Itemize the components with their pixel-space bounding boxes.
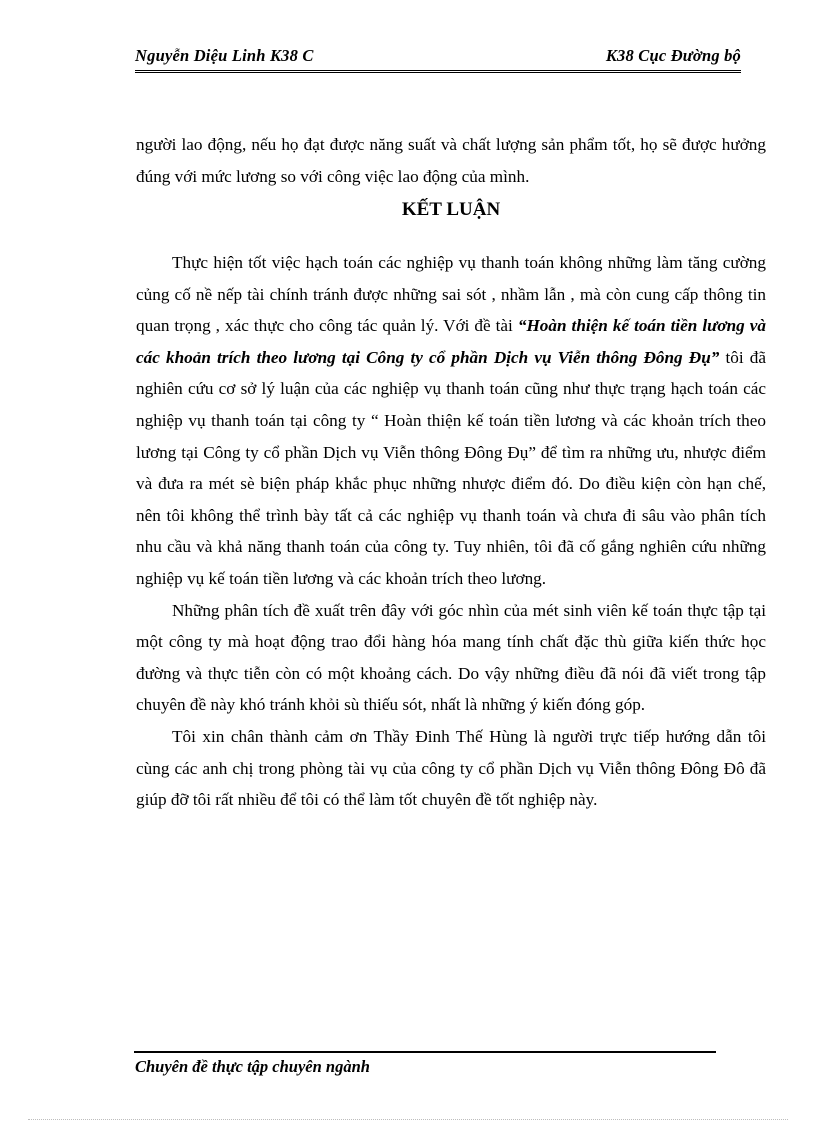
paragraph-1-after: tôi đã nghiên cứu cơ sở lý luận của các nghiệp vụ thanh toán cũng như thực trạng hạch toán các nghiệp vụ thanh toán tại công ty “ Hoàn thiện kế toán tiền lương và các khoản trích theo lương tại Công ty cổ phần Dịch vụ Viễn thông Đông Đụ” để tìm ra những ưu, nhược điểm và đưa ra mét sè biện pháp khắc phục những nhược điểm đó. Do điều kiện còn hạn chế, nên tôi không thể trình bày tất cả các nghiệp vụ thanh toán và chưa đi sâu vào phân tích nhu cầu và khả năng thanh toán của công ty. Tuy nhiên, tôi đã cố gắng nghiên cứu những nghiệp vụ kế toán tiền lương và các khoản trích theo lương. [136, 347, 766, 588]
paragraph-1-before: Thực hiện tốt việc hạch toán các nghiệp vụ thanh toán không những làm tăng cường củng cố nề nếp tài chính tránh được những sai sót , nhầm lẫn , mà còn cung cấp thông tin quan trọng , xác thực cho công tác quản lý. Với đề tài [136, 253, 766, 336]
header-author: Nguyễn Diệu Linh K38 C [135, 46, 314, 65]
paragraph-2: Những phân tích đề xuất trên đây với góc nhìn của mét sinh viên kế toán thực tập tại một công ty mà hoạt động trao đổi hàng hóa mang tính chất đặc thù giữa kiến thức học đường và thực tiễn còn có một khoảng cách. Do vậy những điều đã nói đã viết trong tập chuyên đề này khó tránh khỏi sù thiếu sót, nhất là những ý kiến đóng góp. [136, 600, 766, 715]
section-heading: KẾT LUẬN [401, 199, 501, 220]
page-bottom-border [28, 1119, 788, 1120]
page-footer: Chuyên đề thực tập chuyên ngành [135, 1057, 370, 1076]
paragraph-1 [136, 247, 766, 595]
header-class: K38 Cục Đường bộ [605, 46, 741, 65]
conclusion-body [136, 247, 766, 816]
continuation-text: người lao động, nếu họ đạt được năng suất và chất lượng sản phẩm tốt, họ sẽ được hưởng đúng với mức lương so với công việc lao động của mình. [136, 135, 766, 186]
thesis-title-emphasis: “Hoàn thiện kế toán tiền lương và các khoản trích theo lương tại Công ty cổ phần Dịch vụ Viễn thông Đông Đụ” [136, 316, 766, 367]
footer-rule [134, 1051, 716, 1053]
page-header [135, 44, 741, 73]
continuation-paragraph [136, 129, 766, 192]
paragraph-3: Tôi xin chân thành cảm ơn Thầy Đinh Thế Hùng là người trực tiếp hướng dẫn tôi cùng các anh chị trong phòng tài vụ của công ty cổ phần Dịch vụ Viễn thông Đông Đô đã giúp đỡ tôi rất nhiều để tôi có thể làm tốt chuyên đề tốt nghiệp này. [136, 726, 766, 810]
